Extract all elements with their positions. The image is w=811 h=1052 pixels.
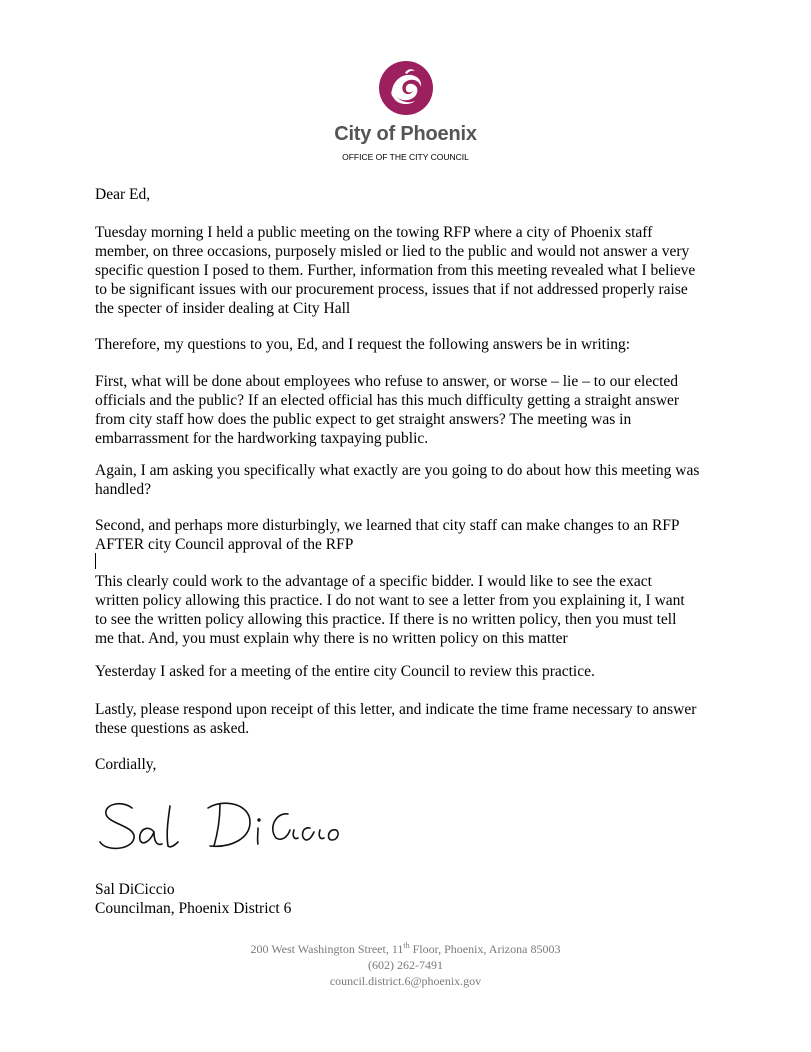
paragraph-line: to see the written policy allowing this practice. If there is no written policy, then you must tell (95, 611, 677, 628)
closing: Cordially, (95, 756, 157, 773)
footer-email: council.district.6@phoenix.gov (329, 974, 482, 988)
paragraph-1 (95, 223, 735, 318)
paragraph-3 (95, 372, 735, 448)
paragraph-line: the specter of insider dealing at City Hall (95, 300, 351, 317)
paragraph-line: Yesterday I asked for a meeting of the entire city Council to review this practice. (95, 663, 595, 680)
text-cursor (95, 553, 96, 569)
paragraph-7 (95, 662, 735, 681)
paragraph-line: Tuesday morning I held a public meeting on the towing RFP where a city of Phoenix staff (95, 224, 653, 241)
paragraph-4 (95, 461, 735, 499)
paragraph-line: This clearly could work to the advantage of a specific bidder. I would like to see the exact (95, 573, 652, 590)
paragraph-line: from city staff how does the public expect to get straight answers? The meeting was in (95, 411, 632, 428)
paragraph-line: me that. And, you must explain why there is no written policy on this matter (95, 630, 568, 647)
paragraph-2 (95, 335, 735, 354)
address-suffix: Floor, Phoenix, Arizona 85003 (409, 942, 561, 956)
footer-phone: (602) 262-7491 (368, 958, 443, 972)
paragraph-line: First, what will be done about employees who refuse to answer, or worse – lie – to our elected (95, 373, 679, 390)
paragraph-line: officials and the public? If an elected official has this much difficulty getting a straight answer (95, 392, 680, 409)
paragraph-8 (95, 700, 735, 738)
footer (0, 941, 811, 989)
salutation: Dear Ed, (95, 186, 151, 203)
address-superscript: th (403, 941, 410, 950)
paragraph-line: Therefore, my questions to you, Ed, and I request the following answers be in writing: (95, 336, 631, 353)
paragraph-6 (95, 572, 735, 648)
handwritten-signature (92, 790, 352, 870)
paragraph-line: Lastly, please respond upon receipt of this letter, and indicate the time frame necessary to answer (95, 701, 697, 718)
paragraph-line: to be significant issues with our procurement process, issues that if not addressed properly raise (95, 281, 688, 298)
paragraph-line: embarrassment for the hardworking taxpaying public. (95, 430, 429, 447)
paragraph-5 (95, 516, 735, 554)
paragraph-line: written policy allowing this practice. I do not want to see a letter from you explaining it, I want (95, 592, 685, 609)
paragraph-line: member, on three occasions, purposely misled or lied to the public and would not answer a very (95, 243, 690, 260)
signer-title: Councilman, Phoenix District 6 (95, 900, 292, 917)
footer-address (0, 941, 811, 957)
office-name: OFFICE OF THE CITY COUNCIL (342, 152, 469, 162)
paragraph-line: specific question I posed to them. Further, information from this meeting revealed what I believe (95, 262, 696, 279)
paragraph-line: handled? (95, 481, 151, 498)
paragraph-line: Again, I am asking you specifically what exactly are you going to do about how this meeting was (95, 462, 700, 479)
signer-name: Sal DiCiccio (95, 881, 175, 898)
address-prefix: 200 West Washington Street, 11 (250, 942, 404, 956)
phoenix-bird-logo-icon (378, 60, 434, 116)
paragraph-line: these questions as asked. (95, 720, 250, 737)
paragraph-line: Second, and perhaps more disturbingly, we learned that city staff can make changes to an RFP (95, 517, 680, 534)
paragraph-line: AFTER city Council approval of the RFP (95, 536, 354, 553)
org-name: City of Phoenix (334, 123, 477, 145)
